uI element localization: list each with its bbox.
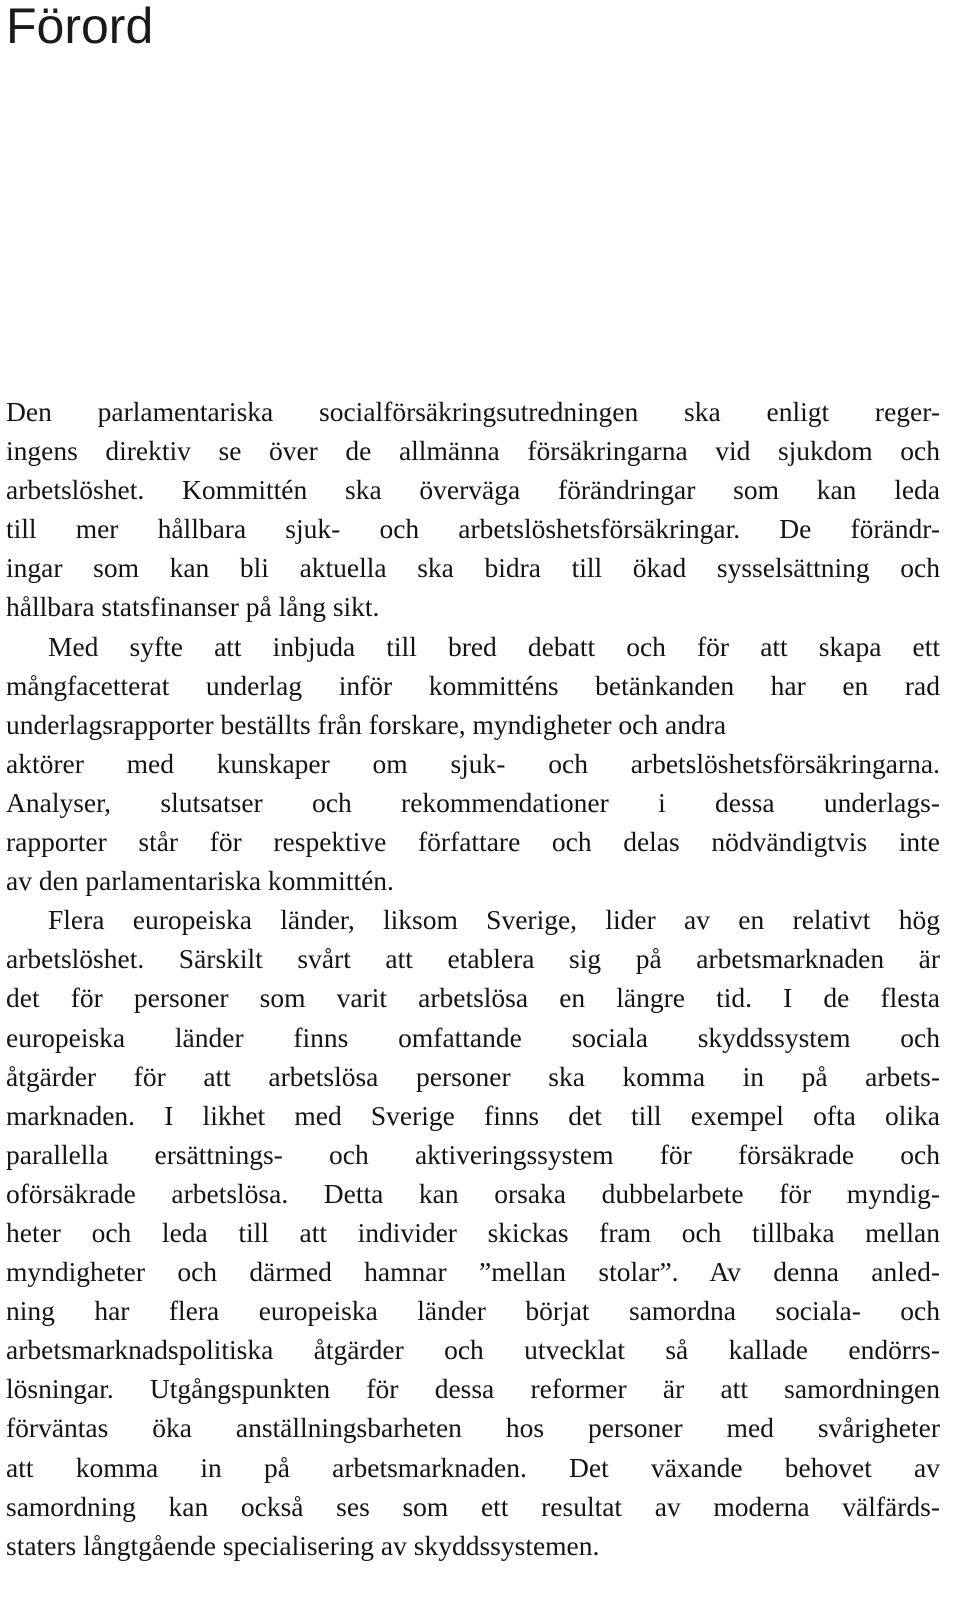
text-line: förväntas öka anställningsbarheten hos personer med svårigheter [6,1412,940,1444]
text-line: Flera europeiska länder, liksom Sverige, lider av en relativt hög [48,904,940,936]
text-line: parallella ersättnings- och aktiveringssystem för försäkrade och [6,1138,940,1170]
text-line: underlagsrapporter beställts från forskare, myndigheter och andra [6,708,727,740]
text-line: ning har flera europeiska länder börjat samordna sociala- och [6,1295,940,1327]
text-line: Den parlamentariska socialförsäkringsutredningen ska enligt reger- [6,396,940,427]
text-line: Med syfte att inbjuda till bred debatt och för att skapa ett [48,630,940,662]
text-line: aktörer med kunskaper om sjuk- och arbetslöshetsförsäkringarna. [6,747,940,779]
text-line: det för personer som varit arbetslösa en längre tid. I de flesta [6,982,940,1014]
text-line: hållbara statsfinanser på lång sikt. [6,591,380,623]
text-line: mångfacetterat underlag inför kommitténs betänkanden har en rad [6,669,940,701]
text-line: arbetsmarknadspolitiska åtgärder och utvecklat så kallade endörrs- [6,1334,940,1366]
text-line: av den parlamentariska kommittén. [6,865,394,897]
body-text [6,392,940,1565]
text-line: arbetslöshet. Kommittén ska överväga förändringar som kan leda [6,474,940,506]
text-line: till mer hållbara sjuk- och arbetslöshetsförsäkringar. De förändr- [6,513,940,545]
text-line: ingens direktiv se över de allmänna försäkringarna vid sjukdom och [6,435,940,467]
text-line: staters långtgående specialisering av skyddssystemen. [6,1529,600,1561]
text-line: heter och leda till att individer skickas fram och tillbaka mellan [6,1216,940,1248]
text-line: europeiska länder finns omfattande sociala skyddssystem och [6,1021,940,1053]
text-line: samordning kan också ses som ett resultat av moderna välfärds- [6,1490,940,1522]
text-line: lösningar. Utgångspunkten för dessa reformer är att samordningen [6,1373,940,1405]
text-line: åtgärder för att arbetslösa personer ska komma in på arbets- [6,1060,940,1092]
text-line: myndigheter och därmed hamnar ”mellan stolar”. Av denna anled- [6,1256,940,1288]
text-line: ingar som kan bli aktuella ska bidra till ökad sysselsättning och [6,552,940,584]
text-line: rapporter står för respektive författare och delas nödvändigtvis inte [6,826,940,858]
text-line: oförsäkrade arbetslösa. Detta kan orsaka dubbelarbete för myndig- [6,1177,940,1209]
page-title: Förord [6,0,154,54]
text-line: Analyser, slutsatser och rekommendationer i dessa underlags- [6,786,940,818]
text-line: marknaden. I likhet med Sverige finns det till exempel ofta olika [6,1099,940,1131]
text-line: att komma in på arbetsmarknaden. Det växande behovet av [6,1451,940,1483]
text-line: arbetslöshet. Särskilt svårt att etablera sig på arbetsmarknaden är [6,943,940,975]
